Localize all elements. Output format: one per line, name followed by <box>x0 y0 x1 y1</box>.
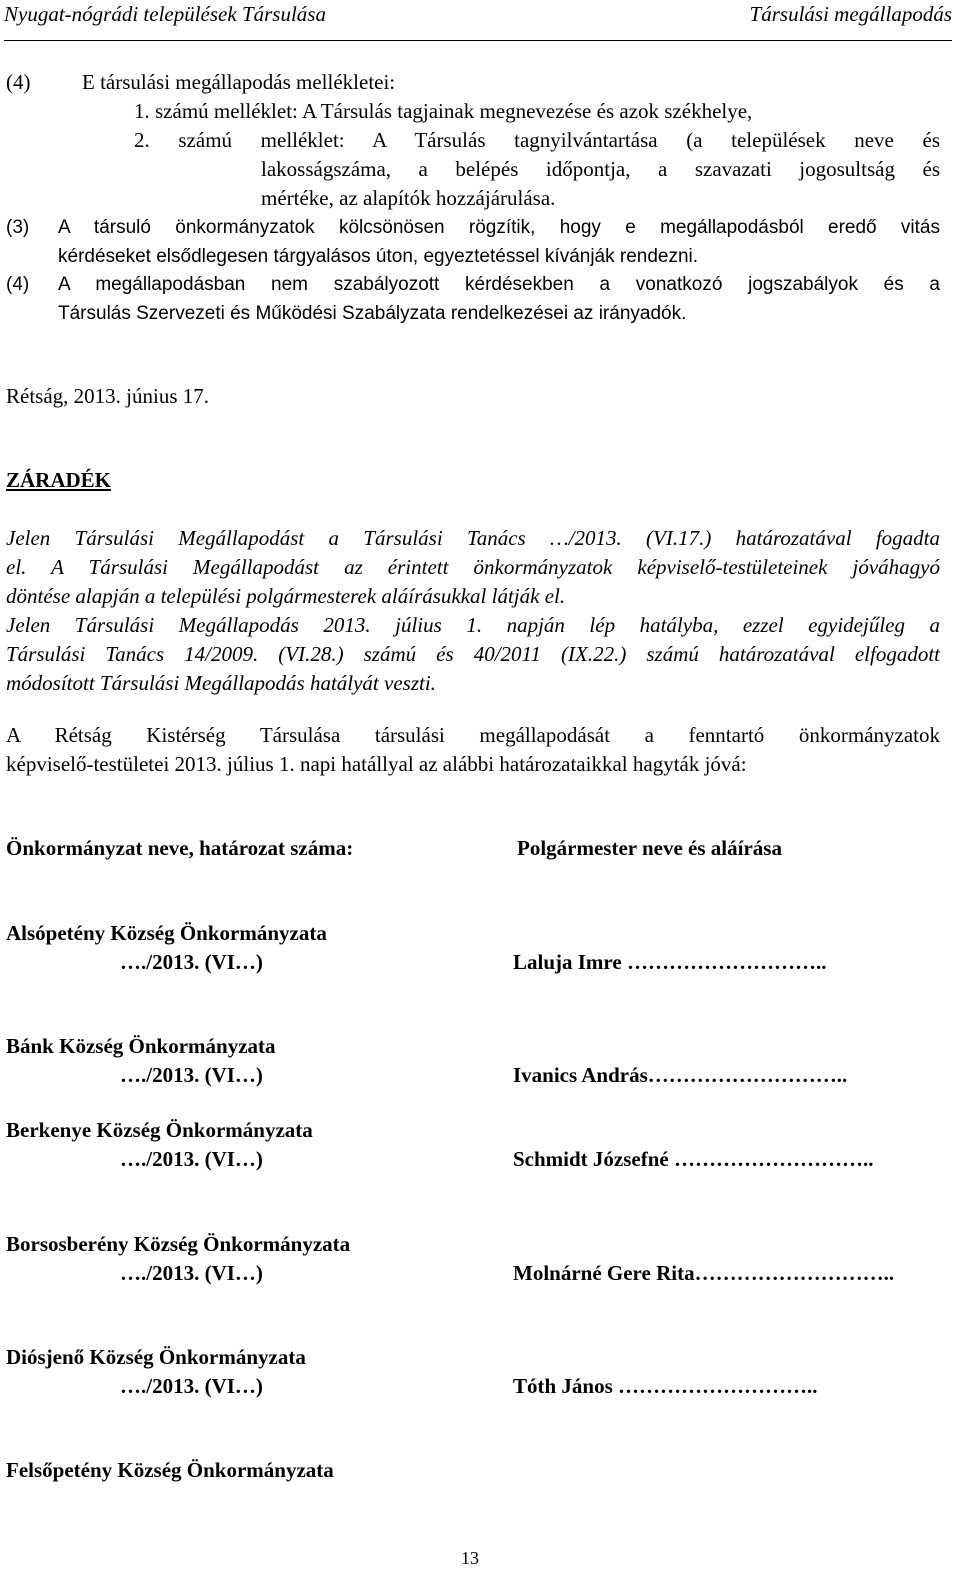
resolution-number: …./2013. (VI…) <box>120 1147 263 1171</box>
mayor-signature-line: Molnárné Gere Rita……………………….. <box>513 1261 895 1285</box>
clause-line-1: Jelen Társulási Megállapodást a Társulási Tanács …/2013. (VI.17.) határozatával fogadta <box>6 526 940 550</box>
mayor-signature-line: Ivanics András……………………….. <box>513 1063 848 1087</box>
resolution-number: …./2013. (VI…) <box>120 1063 263 1087</box>
clause-line-3: döntése alapján a települési polgármesterek aláírásukkal látják el. <box>6 584 566 608</box>
header-municipality: Önkormányzat neve, határozat száma: <box>6 836 354 860</box>
paragraph-4 <box>6 270 940 328</box>
municipality-name: Diósjenő Község Önkormányzata <box>6 1345 306 1369</box>
clause-title: ZÁRADÉK <box>6 468 112 492</box>
mayor-signature-line: Laluja Imre ……………………….. <box>513 950 827 974</box>
header-doc-title: Társulási megállapodás <box>749 2 952 26</box>
resolution-number: …./2013. (VI…) <box>120 950 263 974</box>
paragraph-3-line-2: kérdéseket elsődlegesen tárgyalásos úton, egyeztetéssel kívánják rendezni. <box>58 246 699 267</box>
annex-item-1: 1. számú melléklet: A Társulás tagjainak megnevezése és azok székhelye, <box>134 99 753 123</box>
header-mayor: Polgármester neve és aláírása <box>517 836 782 860</box>
resolution-number: …./2013. (VI…) <box>120 1374 263 1398</box>
municipality-name: Borsosberény Község Önkormányzata <box>6 1232 351 1256</box>
clause-line-6: módosított Társulási Megállapodás hatályát veszti. <box>6 671 436 695</box>
annex-item-2-line-1: 2. számú melléklet: A Társulás tagnyilvántartása (a települések neve és <box>134 128 940 152</box>
municipality-name: Alsópetény Község Önkormányzata <box>6 921 327 945</box>
paragraph-4-line-2: Társulás Szervezeti és Működési Szabályzata rendelkezései az irányadók. <box>58 303 687 324</box>
paragraph-3-number: (3) <box>6 217 30 238</box>
approval-paragraph <box>6 721 940 779</box>
annex-item-2-line-3: mértéke, az alapítók hozzájárulása. <box>261 186 556 210</box>
annex-item-2-line-2: lakosságszáma, a belépés időpontja, a szavazati jogosultság és <box>261 157 940 181</box>
clause-body <box>6 524 940 698</box>
approval-line-2: képviselő-testületei 2013. július 1. napi hatállyal az alábbi határozataikkal hagyták jóvá: <box>6 752 747 776</box>
mayor-signature-line: Tóth János ……………………….. <box>513 1374 818 1398</box>
approval-line-1: A Rétság Kistérség Társulása társulási megállapodását a fenntartó önkormányzatok <box>6 723 940 747</box>
municipality-name: Felsőpetény Község Önkormányzata <box>6 1458 334 1482</box>
paragraph-3 <box>6 213 940 271</box>
paragraph-4-number: (4) <box>6 274 30 295</box>
page-header <box>4 0 952 41</box>
page-number: 13 <box>461 1548 479 1568</box>
municipality-name: Berkenye Község Önkormányzata <box>6 1118 313 1142</box>
annex-section <box>6 68 940 213</box>
paragraph-4-line-1: A megállapodásban nem szabályozott kérdésekben a vonatkozó jogszabályok és a <box>58 274 940 295</box>
clause-line-5: Társulási Tanács 14/2009. (VI.28.) számú és 40/2011 (IX.22.) számú határozatával elfogadott <box>6 642 940 666</box>
clause-line-2: el. A Társulási Megállapodást az érintett önkormányzatok képviselő-testületeinek jóváhagyó <box>6 555 940 579</box>
mayor-signature-line: Schmidt Józsefné ……………………….. <box>513 1147 874 1171</box>
clause-line-4: Jelen Társulási Megállapodás 2013. július 1. napján lép hatályba, ezzel egyidejűleg a <box>6 613 940 637</box>
resolution-number: …./2013. (VI…) <box>120 1261 263 1285</box>
annex-number: (4) <box>6 70 31 94</box>
place-date: Rétság, 2013. június 17. <box>6 384 209 408</box>
paragraph-3-line-1: A társuló önkormányzatok kölcsönösen rögzítik, hogy e megállapodásból eredő vitás <box>58 217 940 238</box>
annex-intro: E társulási megállapodás mellékletei: <box>82 70 396 94</box>
header-org-name: Nyugat-nógrádi települések Társulása <box>4 2 326 26</box>
municipality-name: Bánk Község Önkormányzata <box>6 1034 276 1058</box>
